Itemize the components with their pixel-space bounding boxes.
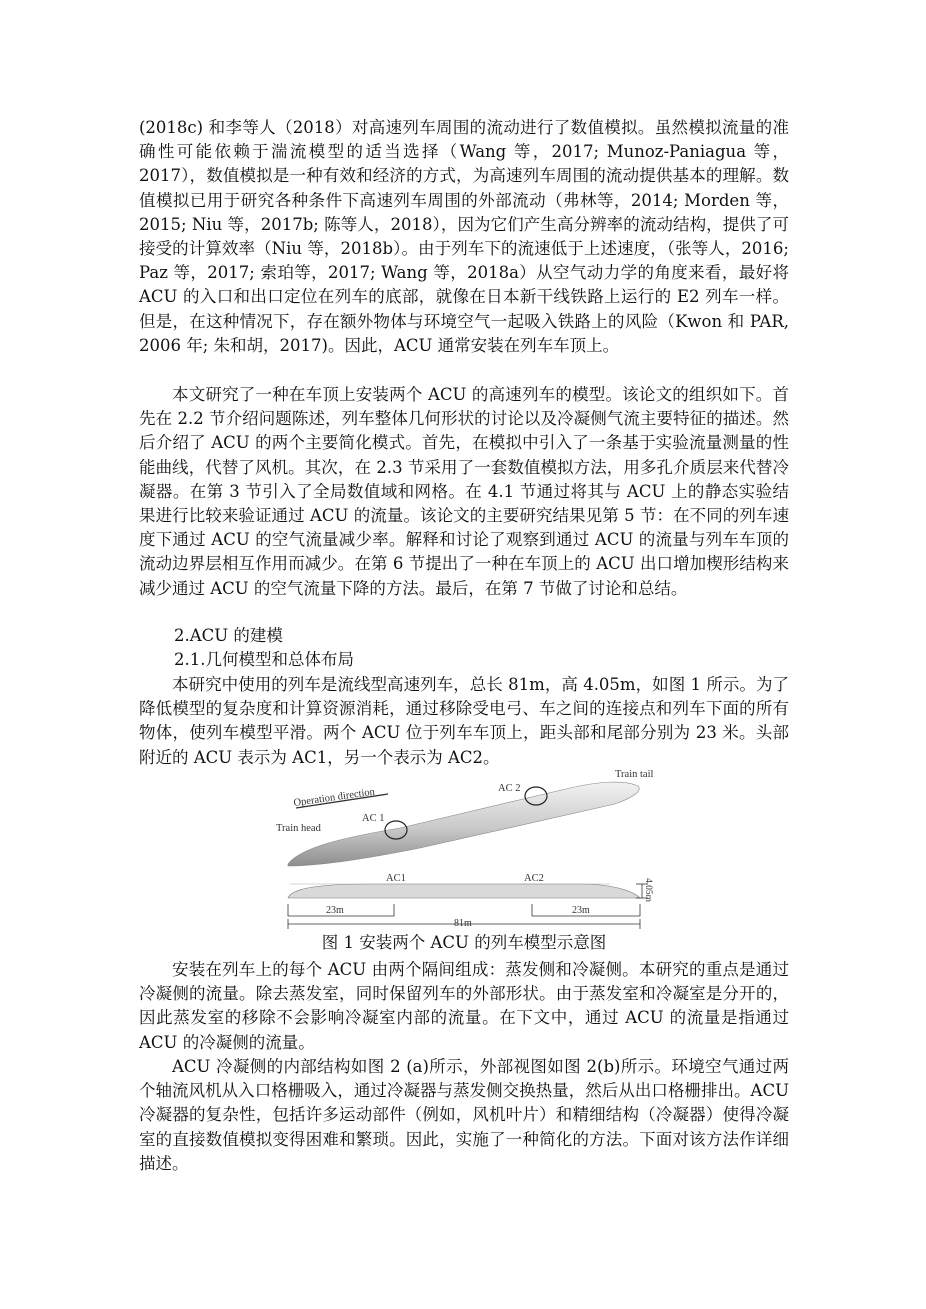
section-heading: 2.ACU 的建模 [174,626,283,645]
operation-direction-label: Operation direction [292,786,376,809]
paragraph-paper-organization: 本文研究了一种在车顶上安装两个 ACU 的高速列车的模型。该论文的组织如下。首先在 2.2 节介绍问题陈述，列车整体几何形状的讨论以及冷凝侧气流主要特征的描述。然后介绍了 ACU 的两个主要简化模式。首先，在模拟中引入了一条基于实验流量测量的性能曲线，代替了风机。其次，在 2.3 节采用了一套数值模拟方法，用多孔介质层来代替冷凝器。在第 3 节引入了全局数值域和网格。在 4.1 节通过将其与 ACU 上的静态实验结果进行比较来验证通过 ACU 的流量。该论文的主要研究结果见第 5 节：在不同的列车速度下通过 ACU 的空气流量减少率。解释和讨论了观察到通过 ACU 的流量与列车车顶的流动边界层相互作用而减少。在第 6 节提出了一种在车顶上的 ACU 出口增加楔形结构来减少通过 ACU 的空气流量下降的方法。最后，在第 7 节做了讨论和总结。 [139,385,789,598]
ac2-label-side: AC2 [524,873,544,884]
paragraph-intro-continued: (2018c) 和李等人（2018）对高速列车周围的流动进行了数值模拟。虽然模拟流量的准确性可能依赖于湍流模型的适当选择（Wang 等，2017; Munoz-Paniagua 等，2017），数值模拟是一种有效和经济的方式，为高速列车周围的流动提供基本的理解。数值模拟已用于研究各种条件下高速列车周围的外部流动（弗林等，2014; Morden 等，2015; Niu 等，2017b; 陈等人，2018），因为它们产生高分辨率的流动结构，提供了可接受的计算效率（Niu 等，2018b）。由于列车下的流速低于上述速度，（张等人，2016; Paz 等，2017; 索珀等，2017; Wang 等，2018a）从空气动力学的角度来看，最好将 ACU 的入口和出口定位在列车的底部，就像在日本新干线铁路上运行的 E2 列车一样。但是，在这种情况下，存在额外物体与环境空气一起吸入铁路上的风险（Kwon 和 PAR, 2006 年; 朱和胡，2017)。因此，ACU 通常安装在列车车顶上。 [139,118,789,355]
front-distance-label: 23m [326,905,344,916]
paragraph-acu-compartments: 安装在列车上的每个 ACU 由两个隔间组成：蒸发侧和冷凝侧。本研究的重点是通过冷凝侧的流量。除去蒸发室，同时保留列车的外部形状。由于蒸发室和冷凝室是分开的，因此蒸发室的移除不会影响冷凝室内部的流量。在下文中，通过 ACU 的流量是指通过 ACU 的冷凝侧的流量。 [139,960,789,1052]
subsection-heading: 2.1.几何模型和总体布局 [174,650,354,669]
paragraph-geometry: 本研究中使用的列车是流线型高速列车，总长 81m，高 4.05m，如图 1 所示。为了降低模型的复杂度和计算资源消耗，通过移除受电弓、车之间的连接点和列车下面的所有物体，使列车模型平滑。两个 ACU 位于列车车顶上，距头部和尾部分别为 23 米。头部附近的 ACU 表示为 AC1，另一个表示为 AC2。 [139,675,789,767]
train-body-side [288,884,640,898]
train-3d-view [276,769,653,866]
rear-distance-label: 23m [572,905,590,916]
train-tail-label: Train tail [615,769,654,780]
train-side-view [288,873,653,929]
total-length-label: 81m [454,918,472,929]
figure-caption: 图 1 安装两个 ACU 的列车模型示意图 [321,933,607,952]
train-head-label: Train head [276,823,321,834]
ac2-label-3d: AC 2 [498,783,521,794]
train-model-figure [270,766,670,931]
ac1-label-3d: AC 1 [362,813,385,824]
height-dimension-label: 4.05m [643,878,653,903]
paragraph-acu-structure: ACU 冷凝侧的内部结构如图 2 (a)所示，外部视图如图 2(b)所示。环境空气通过两个轴流风机从入口格栅吸入，通过冷凝器与蒸发侧交换热量，然后从出口格栅排出。ACU 冷凝器的复杂性，包括许多运动部件（例如，风机叶片）和精细结构（冷凝器）使得冷凝室的直接数值模拟变得困难和繁琐。因此，实施了一种简化的方法。下面对该方法作详细描述。 [139,1057,789,1173]
ac1-label-side: AC1 [386,873,406,884]
